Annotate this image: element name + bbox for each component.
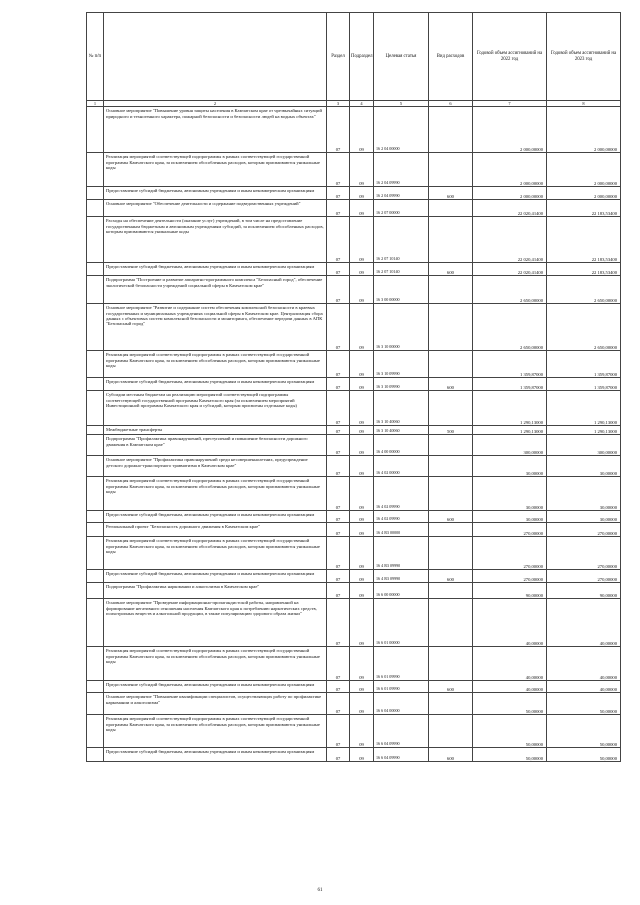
cell-amount-2022: 50,00000	[473, 748, 547, 762]
cell-target-article: 16 4 R3 00000	[374, 523, 429, 537]
cell-amount-2023: 270,00000	[547, 523, 621, 537]
header-podrazdel: Подраздел	[350, 13, 374, 101]
cell-target-article: 16 4 02 09990	[374, 511, 429, 523]
cell-name: Основное мероприятие "Проведение информационно-пропагандистской работы, направленной на формирование негативного отношения населения Камчатского края к потреблению наркотических средств, психотропных веществ и алкогольной продукции, в также популяризацию здорового образа жизни"	[104, 599, 327, 647]
cell-amount-2023: 22 183,53400	[547, 217, 621, 263]
table-row	[87, 378, 621, 391]
table-row	[87, 200, 621, 217]
cell-amount-2023: 270,00000	[547, 537, 621, 570]
column-number: 6	[429, 101, 473, 107]
table-row	[87, 217, 621, 263]
header-vr: Вид расходов	[429, 13, 473, 101]
cell-razdel: 07	[327, 583, 350, 599]
cell-razdel: 07	[327, 748, 350, 762]
cell-name: Основное мероприятие "Развитие и содержание систем обеспечения комплексной безопасности в краевых государственных и муниципальных учреждениях социальной сферы в Камчатском крае. Централизация сбора данных с объектовых систем комплексной безопасности и мониторинга, обеспечение передачи данных в АПК "Безопасный город"	[104, 304, 327, 351]
cell-name: Реализация мероприятий соответствующей подпрограммы в рамках соответствующей государственной программы Камчатского края, за исключением обособленных расходов, которым присваиваются уникальные коды	[104, 477, 327, 511]
cell-amount-2023: 2 650,00000	[547, 304, 621, 351]
cell-amount-2022: 40,00000	[473, 681, 547, 693]
cell-name: Реализация мероприятий соответствующей подпрограммы в рамках соответствующей государственной программы Камчатского края, за исключением обособленных расходов, которым присваиваются уникальные коды	[104, 647, 327, 681]
table-row	[87, 570, 621, 583]
cell-podrazdel: 09	[350, 435, 374, 456]
cell-podrazdel: 09	[350, 570, 374, 583]
cell-podrazdel: 09	[350, 693, 374, 715]
cell-expense-type: 600	[429, 378, 473, 391]
cell-podrazdel: 09	[350, 378, 374, 391]
cell-amount-2022: 270,00000	[473, 537, 547, 570]
cell-amount-2022: 30,00000	[473, 511, 547, 523]
cell-name: Основное мероприятие "Повышение квалификации специалистов, осуществляющих работу по профилактике наркомании и алкоголизма"	[104, 693, 327, 715]
cell-expense-type	[429, 647, 473, 681]
cell-amount-2023: 50,00000	[547, 715, 621, 748]
cell-razdel: 07	[327, 426, 350, 435]
cell-podrazdel: 09	[350, 426, 374, 435]
cell-amount-2023: 1 290,13000	[547, 391, 621, 426]
cell-target-article: 16 2 04 09990	[374, 153, 429, 187]
header-row	[87, 13, 621, 101]
table-row	[87, 477, 621, 511]
cell-amount-2022: 50,00000	[473, 715, 547, 748]
cell-target-article: 16 3 10 40060	[374, 391, 429, 426]
cell-expense-type: 600	[429, 511, 473, 523]
cell-podrazdel: 09	[350, 748, 374, 762]
cell-expense-type: 600	[429, 570, 473, 583]
cell-expense-type	[429, 435, 473, 456]
cell-amount-2023: 2 000,00000	[547, 187, 621, 200]
cell-amount-2023: 50,00000	[547, 693, 621, 715]
table-row	[87, 693, 621, 715]
table-body	[87, 107, 621, 762]
cell-podrazdel: 09	[350, 200, 374, 217]
cell-target-article: 16 4 00 00000	[374, 435, 429, 456]
cell-amount-2023: 50,00000	[547, 748, 621, 762]
cell-podrazdel: 09	[350, 511, 374, 523]
cell-amount-2023: 40,00000	[547, 647, 621, 681]
cell-name: Подпрограмма "Профилактика правонарушений, преступлений и повышение безопасности дорожного движения в Камчатском крае"	[104, 435, 327, 456]
cell-target-article: 16 6 00 00000	[374, 583, 429, 599]
cell-target-article: 16 4 02 00000	[374, 456, 429, 477]
cell-num	[87, 570, 104, 583]
table-row	[87, 599, 621, 647]
cell-amount-2023: 1 359,87000	[547, 351, 621, 378]
cell-razdel: 07	[327, 435, 350, 456]
cell-amount-2022: 40,00000	[473, 647, 547, 681]
table-row	[87, 391, 621, 426]
cell-podrazdel: 09	[350, 187, 374, 200]
cell-num	[87, 426, 104, 435]
cell-podrazdel: 09	[350, 107, 374, 153]
cell-amount-2022: 50,00000	[473, 693, 547, 715]
cell-expense-type	[429, 523, 473, 537]
cell-amount-2023: 2 650,00000	[547, 276, 621, 304]
table-row	[87, 304, 621, 351]
cell-name: Основное мероприятие "Повышение уровня защиты населения в Камчатском крае от чрезвычайных ситуаций природного и техногенного характера, пожарной безопасности и безопасности людей на водных объектах"	[104, 107, 327, 153]
header-name	[104, 13, 327, 101]
cell-razdel: 07	[327, 599, 350, 647]
cell-name: Подпрограмма "Профилактика наркомании и алкоголизма в Камчатском крае"	[104, 583, 327, 599]
cell-podrazdel: 09	[350, 456, 374, 477]
table-row	[87, 681, 621, 693]
header-2023: Годовой объем ассигнований на 2023 год	[547, 13, 621, 101]
cell-num	[87, 477, 104, 511]
cell-num	[87, 681, 104, 693]
cell-amount-2023: 40,00000	[547, 681, 621, 693]
cell-podrazdel: 09	[350, 523, 374, 537]
cell-razdel: 07	[327, 477, 350, 511]
cell-podrazdel: 09	[350, 681, 374, 693]
cell-amount-2022: 22 020,41400	[473, 263, 547, 276]
cell-amount-2022: 40,00000	[473, 599, 547, 647]
cell-razdel: 07	[327, 351, 350, 378]
cell-expense-type: 600	[429, 263, 473, 276]
cell-amount-2023: 30,00000	[547, 477, 621, 511]
table-row	[87, 107, 621, 153]
cell-target-article: 16 2 04 09990	[374, 187, 429, 200]
cell-razdel: 07	[327, 304, 350, 351]
cell-expense-type	[429, 537, 473, 570]
cell-podrazdel: 09	[350, 276, 374, 304]
cell-name: Предоставление субсидий бюджетным, автономным учреждениям и иным некоммерческим организациям	[104, 681, 327, 693]
cell-num	[87, 187, 104, 200]
cell-expense-type	[429, 715, 473, 748]
table-row	[87, 523, 621, 537]
column-number: 1	[87, 101, 104, 107]
cell-razdel: 07	[327, 511, 350, 523]
cell-razdel: 07	[327, 263, 350, 276]
cell-razdel: 07	[327, 200, 350, 217]
cell-name: Субсидии местным бюджетам на реализацию мероприятий соответствующей подпрограммы соответствующей государственной программы Камчатского края (за исключением мероприятий Инвестиционной программы Камчатского края и субсидий, которым присвоены отдельные коды)	[104, 391, 327, 426]
cell-name: Реализация мероприятий соответствующей подпрограммы в рамках соответствующей государственной программы Камчатского края, за исключением обособленных расходов, которым присваиваются уникальные коды	[104, 153, 327, 187]
cell-expense-type	[429, 153, 473, 187]
cell-expense-type: 500	[429, 426, 473, 435]
cell-num	[87, 391, 104, 426]
cell-amount-2023: 1 359,87000	[547, 378, 621, 391]
cell-podrazdel: 09	[350, 477, 374, 511]
cell-expense-type	[429, 391, 473, 426]
cell-razdel: 07	[327, 570, 350, 583]
cell-podrazdel: 09	[350, 351, 374, 378]
cell-razdel: 07	[327, 276, 350, 304]
cell-num	[87, 523, 104, 537]
cell-amount-2022: 270,00000	[473, 523, 547, 537]
table-row	[87, 537, 621, 570]
cell-name: Реализация мероприятий соответствующей подпрограммы в рамках соответствующей государственной программы Камчатского края, за исключением обособленных расходов, которым присваиваются уникальные коды	[104, 537, 327, 570]
column-number: 8	[547, 101, 621, 107]
cell-amount-2023: 30,00000	[547, 511, 621, 523]
cell-num	[87, 537, 104, 570]
cell-num	[87, 748, 104, 762]
cell-amount-2023: 30,00000	[547, 456, 621, 477]
cell-num	[87, 647, 104, 681]
table-row	[87, 426, 621, 435]
cell-expense-type: 600	[429, 748, 473, 762]
cell-num	[87, 693, 104, 715]
table-row	[87, 511, 621, 523]
cell-amount-2022: 270,00000	[473, 570, 547, 583]
cell-expense-type	[429, 693, 473, 715]
cell-podrazdel: 09	[350, 537, 374, 570]
cell-amount-2023: 22 183,53400	[547, 263, 621, 276]
cell-podrazdel: 09	[350, 304, 374, 351]
cell-expense-type	[429, 217, 473, 263]
cell-name: Основное мероприятие "Обеспечение деятельности и содержание подведомственных учреждений"	[104, 200, 327, 217]
cell-target-article: 16 3 10 40060	[374, 426, 429, 435]
cell-name: Расходы на обеспечение деятельности (оказание услуг) учреждений, в том числе на предоставление государственным бюджетным и автономным учреждениям субсидий, за исключением обособленных расходов, которым присваиваются уникальные коды	[104, 217, 327, 263]
table-row	[87, 583, 621, 599]
cell-amount-2022: 2 650,00000	[473, 304, 547, 351]
cell-amount-2023: 2 000,00000	[547, 153, 621, 187]
table-row	[87, 187, 621, 200]
cell-razdel: 07	[327, 693, 350, 715]
cell-razdel: 07	[327, 107, 350, 153]
table-row	[87, 647, 621, 681]
cell-num	[87, 435, 104, 456]
cell-amount-2022: 30,00000	[473, 456, 547, 477]
cell-amount-2022: 1 290,13000	[473, 426, 547, 435]
cell-num	[87, 351, 104, 378]
cell-target-article: 16 6 04 00000	[374, 693, 429, 715]
table-row	[87, 351, 621, 378]
cell-razdel: 07	[327, 153, 350, 187]
cell-expense-type	[429, 583, 473, 599]
cell-razdel: 07	[327, 681, 350, 693]
table-row	[87, 456, 621, 477]
column-number: 2	[104, 101, 327, 107]
cell-podrazdel: 09	[350, 263, 374, 276]
cell-target-article: 16 6 01 00000	[374, 599, 429, 647]
cell-amount-2023: 22 183,53400	[547, 200, 621, 217]
cell-name: Предоставление субсидий бюджетным, автономным учреждениям и иным некоммерческим организациям	[104, 187, 327, 200]
cell-expense-type	[429, 599, 473, 647]
cell-num	[87, 217, 104, 263]
cell-amount-2022: 2 000,00000	[473, 187, 547, 200]
header-razdel: Раздел	[327, 13, 350, 101]
cell-num	[87, 456, 104, 477]
cell-target-article: 16 6 01 09990	[374, 681, 429, 693]
cell-podrazdel: 09	[350, 217, 374, 263]
cell-target-article: 16 2 07 10140	[374, 217, 429, 263]
cell-podrazdel: 09	[350, 647, 374, 681]
column-number: 4	[350, 101, 374, 107]
budget-table	[86, 12, 621, 762]
cell-num	[87, 276, 104, 304]
table-row	[87, 263, 621, 276]
header-num: № п/п	[87, 13, 104, 101]
cell-name: Региональный проект "Безопасность дорожного движения в Камчатском крае"	[104, 523, 327, 537]
cell-target-article: 16 6 01 09990	[374, 647, 429, 681]
header-2022: Годовой объем ассигнований на 2022 год	[473, 13, 547, 101]
cell-target-article: 16 3 10 00000	[374, 304, 429, 351]
cell-name: Реализация мероприятий соответствующей подпрограммы в рамках соответствующей государственной программы Камчатского края, за исключением обособленных расходов, которым присваиваются уникальные коды	[104, 351, 327, 378]
cell-expense-type	[429, 351, 473, 378]
cell-razdel: 07	[327, 456, 350, 477]
table-row	[87, 715, 621, 748]
cell-amount-2023: 270,00000	[547, 570, 621, 583]
cell-num	[87, 511, 104, 523]
cell-razdel: 07	[327, 378, 350, 391]
cell-expense-type	[429, 200, 473, 217]
header-csr: Целевая статья	[374, 13, 429, 101]
cell-razdel: 07	[327, 523, 350, 537]
cell-amount-2022: 1 359,87000	[473, 351, 547, 378]
cell-amount-2022: 300,00000	[473, 435, 547, 456]
cell-expense-type	[429, 107, 473, 153]
cell-num	[87, 599, 104, 647]
cell-num	[87, 153, 104, 187]
cell-podrazdel: 09	[350, 583, 374, 599]
cell-expense-type	[429, 456, 473, 477]
cell-target-article: 16 2 07 00000	[374, 200, 429, 217]
cell-num	[87, 378, 104, 391]
budget-table-page	[86, 12, 620, 762]
cell-amount-2022: 1 359,87000	[473, 378, 547, 391]
cell-podrazdel: 09	[350, 715, 374, 748]
cell-razdel: 07	[327, 715, 350, 748]
cell-name: Реализация мероприятий соответствующей подпрограммы в рамках соответствующей государственной программы Камчатского края, за исключением обособленных расходов, которым присваиваются уникальные коды	[104, 715, 327, 748]
cell-num	[87, 263, 104, 276]
cell-num	[87, 583, 104, 599]
cell-amount-2023: 1 290,13000	[547, 426, 621, 435]
cell-target-article: 16 3 10 09990	[374, 378, 429, 391]
cell-name: Предоставление субсидий бюджетным, автономным учреждениям и иным некоммерческим организациям	[104, 570, 327, 583]
cell-expense-type	[429, 477, 473, 511]
cell-razdel: 07	[327, 647, 350, 681]
cell-expense-type: 600	[429, 681, 473, 693]
cell-podrazdel: 09	[350, 153, 374, 187]
table-row	[87, 748, 621, 762]
cell-target-article: 16 6 04 09990	[374, 715, 429, 748]
cell-expense-type	[429, 304, 473, 351]
cell-target-article: 16 2 04 00000	[374, 107, 429, 153]
cell-target-article: 16 4 R3 09990	[374, 537, 429, 570]
cell-target-article: 16 4 R3 09990	[374, 570, 429, 583]
cell-name: Предоставление субсидий бюджетным, автономным учреждениям и иным некоммерческим организациям	[104, 748, 327, 762]
table-row	[87, 276, 621, 304]
cell-amount-2022: 2 000,00000	[473, 153, 547, 187]
cell-name: Предоставление субсидий бюджетным, автономным учреждениям и иным некоммерческим организациям	[104, 263, 327, 276]
cell-razdel: 07	[327, 217, 350, 263]
cell-name: Предоставление субсидий бюджетным, автономным учреждениям и иным некоммерческим организациям	[104, 378, 327, 391]
cell-amount-2022: 90,00000	[473, 583, 547, 599]
cell-podrazdel: 09	[350, 599, 374, 647]
cell-amount-2022: 30,00000	[473, 477, 547, 511]
column-number: 3	[327, 101, 350, 107]
cell-name: Предоставление субсидий бюджетным, автономным учреждениям и иным некоммерческим организациям	[104, 511, 327, 523]
cell-num	[87, 107, 104, 153]
cell-target-article: 16 4 02 09990	[374, 477, 429, 511]
cell-amount-2022: 1 290,13000	[473, 391, 547, 426]
cell-amount-2022: 22 020,41400	[473, 217, 547, 263]
cell-expense-type	[429, 276, 473, 304]
cell-amount-2022: 2 000,00000	[473, 107, 547, 153]
cell-name: Подпрограмма "Построение и развитие аппаратно-программного комплекса "Безопасный город", обеспечение экологической безопасности учреждений социальной сферы в Камчатском крае"	[104, 276, 327, 304]
cell-target-article: 16 6 04 09990	[374, 748, 429, 762]
cell-target-article: 16 3 00 00000	[374, 276, 429, 304]
table-row	[87, 153, 621, 187]
page-number: 61	[317, 888, 323, 893]
cell-target-article: 16 3 10 09990	[374, 351, 429, 378]
cell-amount-2023: 40,00000	[547, 599, 621, 647]
cell-amount-2022: 22 020,41400	[473, 200, 547, 217]
cell-podrazdel: 09	[350, 391, 374, 426]
cell-amount-2023: 90,00000	[547, 583, 621, 599]
column-number: 5	[374, 101, 429, 107]
cell-expense-type: 600	[429, 187, 473, 200]
table-row	[87, 435, 621, 456]
cell-name: Основное мероприятие "Профилактика правонарушений среди несовершеннолетних, предупреждение детского дорожно-транспортного травматизма в Камчатском крае"	[104, 456, 327, 477]
cell-amount-2022: 2 650,00000	[473, 276, 547, 304]
cell-target-article: 16 2 07 10140	[374, 263, 429, 276]
column-number: 7	[473, 101, 547, 107]
cell-num	[87, 304, 104, 351]
cell-amount-2023: 2 000,00000	[547, 107, 621, 153]
cell-amount-2023: 300,00000	[547, 435, 621, 456]
cell-name: Межбюджетные трансферты	[104, 426, 327, 435]
cell-num	[87, 715, 104, 748]
cell-razdel: 07	[327, 187, 350, 200]
cell-razdel: 07	[327, 537, 350, 570]
cell-razdel: 07	[327, 391, 350, 426]
cell-num	[87, 200, 104, 217]
